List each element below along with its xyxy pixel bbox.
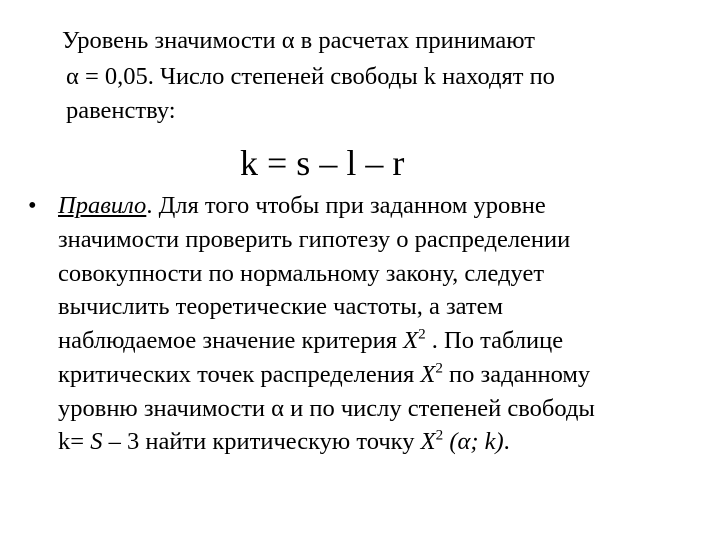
intro-line-1: Уровень значимости α в расчетах принимают xyxy=(62,27,535,54)
rule-line-4: вычислить теоретические частоты, а затем xyxy=(58,293,503,320)
rule-line-6-pre: критических точек распределения xyxy=(58,361,421,388)
intro-line-3: равенству: xyxy=(66,97,176,124)
rule-line-2: значимости проверить гипотезу о распределении xyxy=(58,226,571,253)
rule-line-5-pre: наблюдаемое значение критерия xyxy=(58,327,404,354)
rule-line-8 xyxy=(58,427,510,457)
degrees-of-freedom-formula: k = s – l – r xyxy=(240,143,405,183)
chi-exponent: 2 xyxy=(435,426,444,444)
rule-line-6 xyxy=(58,360,590,390)
rule-line-6-post: по заданному xyxy=(442,361,591,388)
rule-line-1 xyxy=(58,191,546,221)
rule-line-1-text: . Для того чтобы при заданном уровне xyxy=(146,192,546,219)
intro-line-2: α = 0,05. Число степеней свободы k находят по xyxy=(66,63,555,90)
chi-symbol: X xyxy=(420,361,436,388)
chi-symbol: X xyxy=(403,327,419,354)
critical-point-args: (α; k) xyxy=(443,428,504,455)
rule-line-5 xyxy=(58,326,563,356)
rule-keyword: Правило xyxy=(58,192,147,219)
rule-line-5-post: . По таблице xyxy=(425,327,564,354)
chi-exponent: 2 xyxy=(435,359,443,377)
rule-line-8-end: . xyxy=(503,428,510,455)
rule-line-3: совокупности по нормальному закону, следует xyxy=(58,260,545,287)
sample-size-symbol: S xyxy=(90,428,103,455)
rule-line-7: уровню значимости α и по числу степеней свободы xyxy=(58,395,595,422)
bullet-icon: • xyxy=(28,192,37,219)
chi-exponent: 2 xyxy=(418,325,426,343)
rule-line-8-mid: – 3 найти критическую точку xyxy=(102,428,421,455)
rule-line-8-pre: k= xyxy=(58,428,91,455)
chi-symbol: X xyxy=(420,428,436,455)
